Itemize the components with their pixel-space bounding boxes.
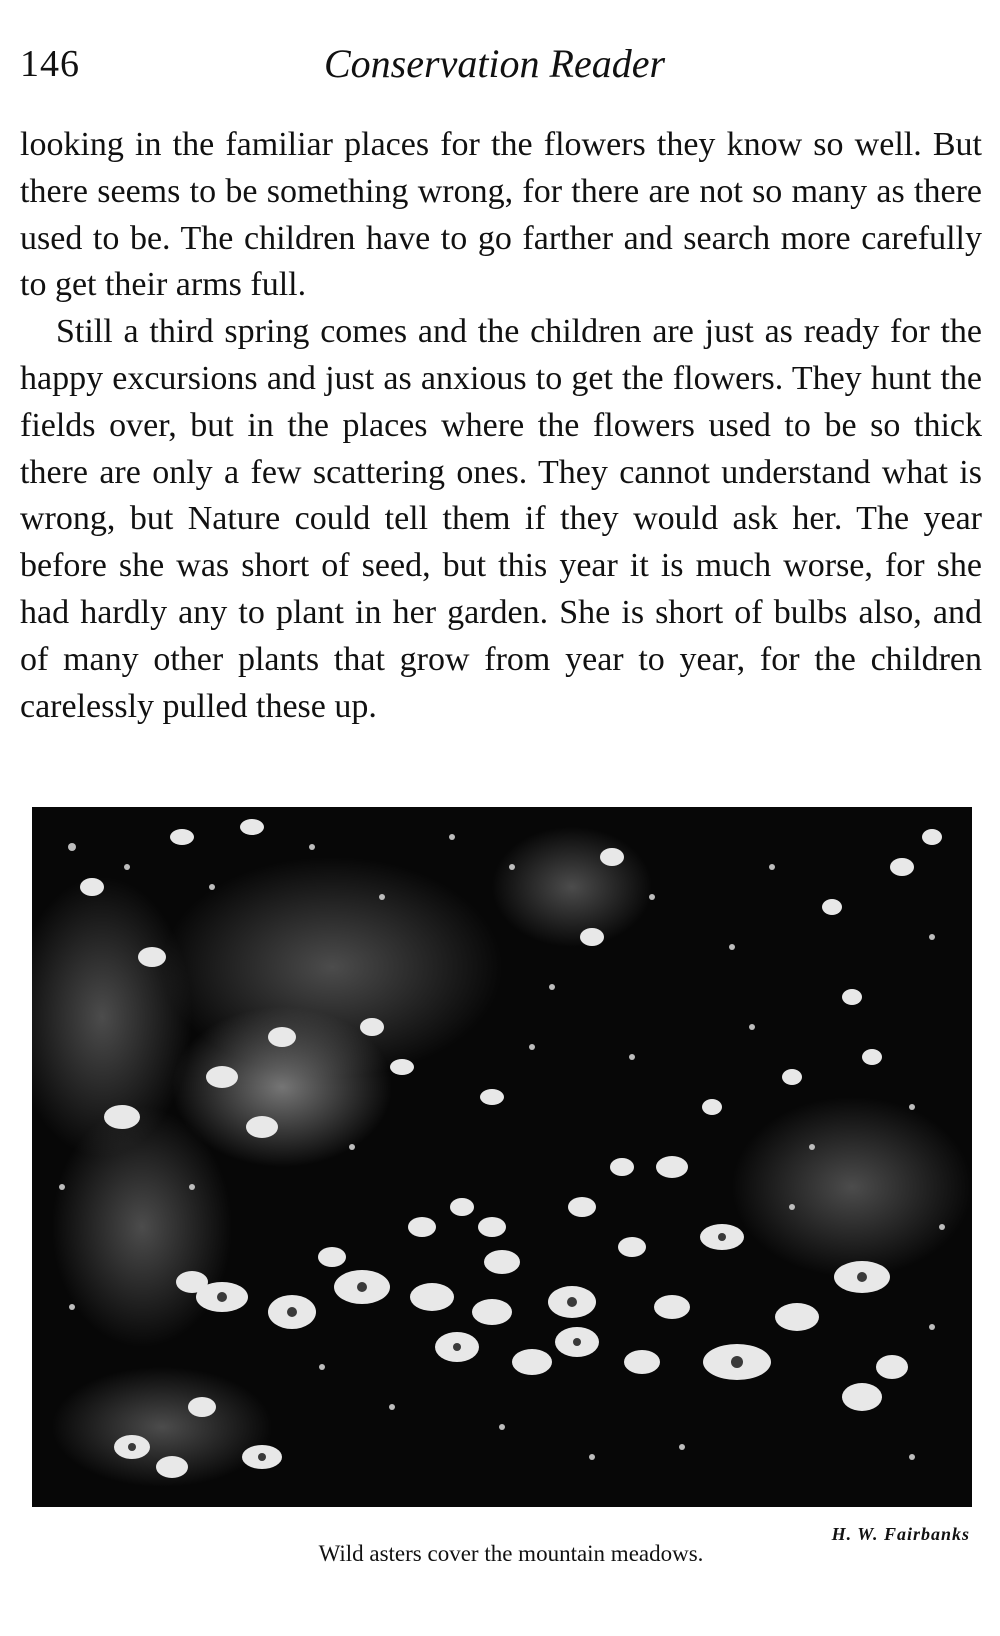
paragraph-continuation: looking in the familiar places for the flowers they know so well. But there seems to be something wrong, for there are not so many as there used to be. The children have to go farther and search more carefully to get their arms full. <box>20 126 982 304</box>
photo-credit: H. W. Fairbanks <box>831 1524 970 1544</box>
figure-caption: Wild asters cover the mountain meadows. <box>318 1541 704 1566</box>
photo-halftone <box>32 807 972 1507</box>
page-number: 146 <box>20 43 80 85</box>
page-header <box>20 36 982 96</box>
body-text <box>20 122 982 730</box>
wild-asters-photograph <box>32 807 972 1507</box>
paragraph-third-spring: Still a third spring comes and the children are just as ready for the happy excursions and just as anxious to get the flowers. They hunt the fields over, but in the places where the flowers used to be so thick there are only a few scattering ones. They cannot understand what is wrong, but Nature could tell them if they would ask her. The year before she was short of seed, but this year it is much worse, for she had hardly any to plant in her garden. She is short of bulbs also, and of many other plants that grow from year to year, for the children carelessly pulled these up. <box>20 313 982 725</box>
running-title: Conservation Reader <box>324 41 666 86</box>
